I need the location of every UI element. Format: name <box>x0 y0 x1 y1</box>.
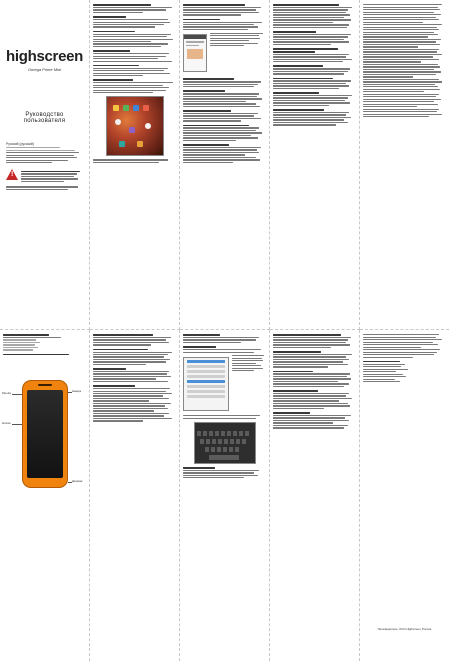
cover-panel <box>0 0 90 330</box>
guide-title: Руководство пользователя <box>23 112 66 124</box>
callout-left-2: Кнопка <box>2 422 11 425</box>
panel-r1c4 <box>270 0 360 330</box>
phone-screen <box>27 390 63 478</box>
panel-r2c2 <box>90 330 180 661</box>
panel-r2c5 <box>360 330 449 661</box>
panel-device-diagram <box>0 330 90 661</box>
manufacturer-note: Производитель: ООО Highscreen, Россия <box>377 627 432 631</box>
speaker-grille <box>38 384 52 386</box>
model-name: Omega Prime Mini <box>27 67 62 72</box>
panel-r2c4 <box>270 330 360 661</box>
phone-illustration <box>22 380 68 488</box>
panel-r1c5 <box>360 0 449 330</box>
callout-right-2: Динамик <box>72 480 83 483</box>
language-label: Русский (русский) <box>6 142 34 146</box>
warning-icon: ! <box>6 169 18 180</box>
app-screenshot <box>183 34 207 72</box>
home-screen-image <box>106 96 164 156</box>
settings-screenshot <box>183 357 229 411</box>
keyboard-screenshot <box>194 422 256 464</box>
panel-r1c2 <box>90 0 180 330</box>
panel-r1c3 <box>180 0 270 330</box>
callout-right-1: Камера <box>72 390 82 393</box>
warning-block <box>6 169 83 183</box>
panel-r2c3 <box>180 330 270 661</box>
callout-left-1: Разъём <box>2 392 12 395</box>
brand-logo: highscreen <box>6 48 84 65</box>
